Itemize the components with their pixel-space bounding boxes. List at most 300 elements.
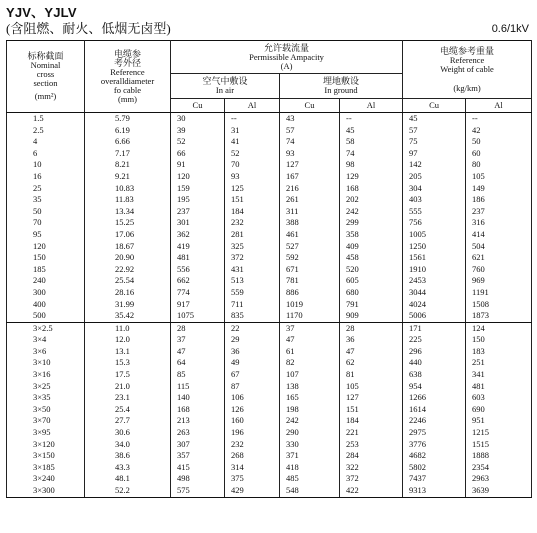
table-cell: 242 bbox=[280, 415, 340, 427]
table-cell: 36 bbox=[340, 334, 403, 346]
table-cell: 1561 bbox=[403, 252, 466, 264]
table-cell: 198 bbox=[280, 404, 340, 416]
table-cell: 93 bbox=[225, 171, 280, 183]
table-cell: 500 bbox=[7, 310, 85, 322]
header-overall-diameter: 电缆参 考外径 Reference overalldiameter fo cable (mm) bbox=[85, 41, 171, 113]
table-cell: 548 bbox=[280, 485, 340, 497]
table-cell: 43 bbox=[280, 113, 340, 125]
table-cell: 909 bbox=[340, 310, 403, 322]
table-cell: 30 bbox=[171, 113, 225, 125]
table-cell: 10.83 bbox=[85, 183, 171, 195]
table-cell: 1005 bbox=[403, 229, 466, 241]
table-cell: 2246 bbox=[403, 415, 466, 427]
table-row bbox=[7, 392, 532, 404]
table-cell: 43.3 bbox=[85, 462, 171, 474]
table-cell: 17.5 bbox=[85, 369, 171, 381]
table-cell: 555 bbox=[403, 206, 466, 218]
table-cell: 47 bbox=[280, 334, 340, 346]
table-cell: 183 bbox=[466, 346, 532, 358]
table-cell: 690 bbox=[466, 404, 532, 416]
table-cell: 322 bbox=[340, 462, 403, 474]
table-cell: 4024 bbox=[403, 299, 466, 311]
table-cell: 11.0 bbox=[85, 322, 171, 334]
table-cell: 316 bbox=[466, 217, 532, 229]
table-cell: 237 bbox=[171, 206, 225, 218]
table-cell: 662 bbox=[171, 275, 225, 287]
table-cell: 301 bbox=[171, 217, 225, 229]
table-cell: 419 bbox=[171, 241, 225, 253]
table-cell: 129 bbox=[340, 171, 403, 183]
header-ampacity: 允许载流量 Permissible Ampacity (A) bbox=[171, 41, 403, 74]
table-cell: 105 bbox=[466, 171, 532, 183]
table-cell: 25.54 bbox=[85, 275, 171, 287]
table-row bbox=[7, 485, 532, 497]
table-cell: 1873 bbox=[466, 310, 532, 322]
table-cell: 28 bbox=[340, 322, 403, 334]
table-cell: 35 bbox=[7, 194, 85, 206]
table-cell: 3×6 bbox=[7, 346, 85, 358]
table-cell: 1191 bbox=[466, 287, 532, 299]
table-cell: 3×50 bbox=[7, 404, 85, 416]
table-cell: 16 bbox=[7, 171, 85, 183]
table-cell: 400 bbox=[7, 299, 85, 311]
table-cell: 414 bbox=[466, 229, 532, 241]
table-cell: 149 bbox=[466, 183, 532, 195]
table-cell: 3×25 bbox=[7, 381, 85, 393]
table-row bbox=[7, 346, 532, 358]
table-cell: 74 bbox=[280, 136, 340, 148]
table-cell: 140 bbox=[171, 392, 225, 404]
table-cell: 39 bbox=[171, 125, 225, 137]
table-cell: 431 bbox=[225, 264, 280, 276]
table-cell: 240 bbox=[7, 275, 85, 287]
table-row bbox=[7, 275, 532, 287]
table-row bbox=[7, 194, 532, 206]
table-cell: 372 bbox=[340, 473, 403, 485]
table-cell: 605 bbox=[340, 275, 403, 287]
table-row bbox=[7, 159, 532, 171]
table-cell: 70 bbox=[7, 217, 85, 229]
table-cell: 415 bbox=[171, 462, 225, 474]
table-cell: 671 bbox=[280, 264, 340, 276]
table-cell: 284 bbox=[340, 450, 403, 462]
table-cell: 159 bbox=[171, 183, 225, 195]
table-row bbox=[7, 334, 532, 346]
table-cell: 1250 bbox=[403, 241, 466, 253]
table-cell: 29 bbox=[225, 334, 280, 346]
table-cell: 41 bbox=[225, 136, 280, 148]
table-cell: 3639 bbox=[466, 485, 532, 497]
table-cell: 954 bbox=[403, 381, 466, 393]
table-cell: 358 bbox=[340, 229, 403, 241]
table-cell: 142 bbox=[403, 159, 466, 171]
table-cell: 481 bbox=[466, 381, 532, 393]
table-row bbox=[7, 415, 532, 427]
table-cell: 81 bbox=[340, 369, 403, 381]
table-cell: 621 bbox=[466, 252, 532, 264]
header-in-ground: 埋地敷设 In ground bbox=[280, 74, 403, 99]
table-cell: 202 bbox=[340, 194, 403, 206]
table-cell: 10 bbox=[7, 159, 85, 171]
table-cell: 556 bbox=[171, 264, 225, 276]
table-cell: 138 bbox=[280, 381, 340, 393]
table-cell: 12.0 bbox=[85, 334, 171, 346]
table-cell: 314 bbox=[225, 462, 280, 474]
table-cell: 64 bbox=[171, 357, 225, 369]
table-cell: 27.7 bbox=[85, 415, 171, 427]
table-cell: 680 bbox=[340, 287, 403, 299]
table-row bbox=[7, 427, 532, 439]
table-cell: 127 bbox=[280, 159, 340, 171]
table-row bbox=[7, 148, 532, 160]
table-cell: 75 bbox=[403, 136, 466, 148]
table-cell: 57 bbox=[280, 125, 340, 137]
table-cell: 45 bbox=[403, 113, 466, 125]
table-cell: 261 bbox=[280, 194, 340, 206]
table-cell: 886 bbox=[280, 287, 340, 299]
table-cell: 171 bbox=[403, 322, 466, 334]
table-cell: 11.83 bbox=[85, 194, 171, 206]
table-cell: 115 bbox=[171, 381, 225, 393]
table-cell: 603 bbox=[466, 392, 532, 404]
table-cell: 6 bbox=[7, 148, 85, 160]
table-cell: 311 bbox=[280, 206, 340, 218]
table-cell: 5802 bbox=[403, 462, 466, 474]
table-cell: 527 bbox=[280, 241, 340, 253]
table-cell: 5006 bbox=[403, 310, 466, 322]
table-cell: 403 bbox=[403, 194, 466, 206]
table-cell: 37 bbox=[171, 334, 225, 346]
table-cell: 2975 bbox=[403, 427, 466, 439]
table-cell: 30.6 bbox=[85, 427, 171, 439]
table-cell: 253 bbox=[340, 439, 403, 451]
table-cell: 592 bbox=[280, 252, 340, 264]
table-cell: 1.5 bbox=[7, 113, 85, 125]
table-cell: 1614 bbox=[403, 404, 466, 416]
table-cell: 638 bbox=[403, 369, 466, 381]
table-cell: 1888 bbox=[466, 450, 532, 462]
table-row bbox=[7, 229, 532, 241]
table-row bbox=[7, 113, 532, 125]
table-row bbox=[7, 404, 532, 416]
table-cell: 3×4 bbox=[7, 334, 85, 346]
table-cell: 82 bbox=[280, 357, 340, 369]
table-cell: 1170 bbox=[280, 310, 340, 322]
table-cell: 98 bbox=[340, 159, 403, 171]
table-cell: 49 bbox=[225, 357, 280, 369]
table-cell: 3×120 bbox=[7, 439, 85, 451]
table-cell: 290 bbox=[280, 427, 340, 439]
table-row bbox=[7, 264, 532, 276]
table-cell: 221 bbox=[340, 427, 403, 439]
table-cell: 330 bbox=[280, 439, 340, 451]
table-cell: 93 bbox=[280, 148, 340, 160]
table-cell: 97 bbox=[403, 148, 466, 160]
table-cell: 1508 bbox=[466, 299, 532, 311]
table-cell: 17.06 bbox=[85, 229, 171, 241]
table-cell: 15.3 bbox=[85, 357, 171, 369]
table-cell: 520 bbox=[340, 264, 403, 276]
table-cell: 711 bbox=[225, 299, 280, 311]
table-cell: 70 bbox=[225, 159, 280, 171]
table-cell: 251 bbox=[466, 357, 532, 369]
table-row bbox=[7, 183, 532, 195]
table-cell: 835 bbox=[225, 310, 280, 322]
table-cell: 3×10 bbox=[7, 357, 85, 369]
table-cell: 375 bbox=[225, 473, 280, 485]
table-cell: 388 bbox=[280, 217, 340, 229]
table-cell: 58 bbox=[340, 136, 403, 148]
header-ground-al: Al bbox=[340, 99, 403, 113]
table-cell: 35.42 bbox=[85, 310, 171, 322]
table-cell: 3×16 bbox=[7, 369, 85, 381]
table-cell: 168 bbox=[340, 183, 403, 195]
table-row bbox=[7, 439, 532, 451]
table-cell: 3×240 bbox=[7, 473, 85, 485]
table-cell: 80 bbox=[466, 159, 532, 171]
table-row bbox=[7, 217, 532, 229]
table-cell: 52.2 bbox=[85, 485, 171, 497]
table-cell: 50 bbox=[466, 136, 532, 148]
table-cell: 66 bbox=[171, 148, 225, 160]
table-cell: 362 bbox=[171, 229, 225, 241]
cable-spec-table bbox=[6, 40, 532, 498]
table-cell: -- bbox=[340, 113, 403, 125]
table-row bbox=[7, 171, 532, 183]
header-weight-al: Al bbox=[466, 99, 532, 113]
table-cell: 951 bbox=[466, 415, 532, 427]
table-cell: 196 bbox=[225, 427, 280, 439]
table-cell: 52 bbox=[171, 136, 225, 148]
table-cell: 18.67 bbox=[85, 241, 171, 253]
table-cell: 124 bbox=[466, 322, 532, 334]
table-row bbox=[7, 473, 532, 485]
table-cell: 281 bbox=[225, 229, 280, 241]
table-cell: 237 bbox=[466, 206, 532, 218]
table-cell: 126 bbox=[225, 404, 280, 416]
table-cell: 31.99 bbox=[85, 299, 171, 311]
table-cell: 47 bbox=[340, 346, 403, 358]
table-row bbox=[7, 252, 532, 264]
table-cell: 160 bbox=[225, 415, 280, 427]
table-row bbox=[7, 462, 532, 474]
table-cell: 268 bbox=[225, 450, 280, 462]
table-cell: 232 bbox=[225, 439, 280, 451]
table-cell: 184 bbox=[225, 206, 280, 218]
table-cell: 791 bbox=[340, 299, 403, 311]
table-cell: 31 bbox=[225, 125, 280, 137]
page-title: YJV、YJLV bbox=[6, 5, 77, 20]
table-cell: 296 bbox=[403, 346, 466, 358]
table-cell: 325 bbox=[225, 241, 280, 253]
table-cell: 917 bbox=[171, 299, 225, 311]
table-cell: 3776 bbox=[403, 439, 466, 451]
table-cell: 37 bbox=[280, 322, 340, 334]
table-cell: 418 bbox=[280, 462, 340, 474]
table-cell: 213 bbox=[171, 415, 225, 427]
table-cell: 4682 bbox=[403, 450, 466, 462]
table-cell: 299 bbox=[340, 217, 403, 229]
table-cell: 422 bbox=[340, 485, 403, 497]
table-cell: 67 bbox=[225, 369, 280, 381]
table-cell: 150 bbox=[466, 334, 532, 346]
table-cell: 28.16 bbox=[85, 287, 171, 299]
table-cell: 307 bbox=[171, 439, 225, 451]
table-cell: 498 bbox=[171, 473, 225, 485]
table-cell: 74 bbox=[340, 148, 403, 160]
table-cell: 371 bbox=[280, 450, 340, 462]
table-cell: 13.1 bbox=[85, 346, 171, 358]
table-row bbox=[7, 125, 532, 137]
header-nominal-section: 标称截面 Nominal cross section (mm²) bbox=[7, 41, 85, 113]
table-cell: 25 bbox=[7, 183, 85, 195]
table-cell: 3×185 bbox=[7, 462, 85, 474]
table-cell: 15.25 bbox=[85, 217, 171, 229]
table-cell: 2.5 bbox=[7, 125, 85, 137]
table-cell: 9313 bbox=[403, 485, 466, 497]
table-cell: 756 bbox=[403, 217, 466, 229]
page-subtitle: (含阻燃、耐火、低烟无卤型) bbox=[6, 21, 171, 36]
table-cell: 168 bbox=[171, 404, 225, 416]
table-cell: 1075 bbox=[171, 310, 225, 322]
table-cell: 150 bbox=[7, 252, 85, 264]
table-cell: 23.1 bbox=[85, 392, 171, 404]
table-cell: -- bbox=[225, 113, 280, 125]
table-cell: 34.0 bbox=[85, 439, 171, 451]
voltage-rating: 0.6/1kV bbox=[491, 23, 529, 35]
table-cell: 440 bbox=[403, 357, 466, 369]
table-cell: 47 bbox=[171, 346, 225, 358]
header-weight: 电缆参考重量 Reference Weight of cable (kg/km) bbox=[403, 41, 532, 99]
table-cell: 8.21 bbox=[85, 159, 171, 171]
table-header bbox=[7, 41, 532, 113]
table-cell: 4 bbox=[7, 136, 85, 148]
table-cell: 2354 bbox=[466, 462, 532, 474]
table-cell: 61 bbox=[280, 346, 340, 358]
table-cell: 3×70 bbox=[7, 415, 85, 427]
table-cell: 969 bbox=[466, 275, 532, 287]
table-cell: 165 bbox=[280, 392, 340, 404]
table-row bbox=[7, 322, 532, 334]
table-cell: 461 bbox=[280, 229, 340, 241]
table-cell: 513 bbox=[225, 275, 280, 287]
table-cell: 1019 bbox=[280, 299, 340, 311]
table-cell: 50 bbox=[7, 206, 85, 218]
table-cell: 60 bbox=[466, 148, 532, 160]
header-in-air: 空气中敷设 In air bbox=[171, 74, 280, 99]
header-air-al: Al bbox=[225, 99, 280, 113]
table-cell: 1215 bbox=[466, 427, 532, 439]
table-cell: 6.66 bbox=[85, 136, 171, 148]
table-cell: 242 bbox=[340, 206, 403, 218]
table-cell: 409 bbox=[340, 241, 403, 253]
table-cell: 504 bbox=[466, 241, 532, 253]
table-cell: 106 bbox=[225, 392, 280, 404]
table-cell: 107 bbox=[280, 369, 340, 381]
table-cell: 7437 bbox=[403, 473, 466, 485]
table-cell: 559 bbox=[225, 287, 280, 299]
table-cell: 120 bbox=[7, 241, 85, 253]
table-cell: 2453 bbox=[403, 275, 466, 287]
table-row bbox=[7, 299, 532, 311]
header-weight-cu: Cu bbox=[403, 99, 466, 113]
table-cell: 1266 bbox=[403, 392, 466, 404]
table-cell: 25.4 bbox=[85, 404, 171, 416]
table-cell: 95 bbox=[7, 229, 85, 241]
table-cell: 186 bbox=[466, 194, 532, 206]
table-cell: 22.92 bbox=[85, 264, 171, 276]
table-cell: 184 bbox=[340, 415, 403, 427]
table-row bbox=[7, 136, 532, 148]
table-row bbox=[7, 241, 532, 253]
table-cell: 45 bbox=[340, 125, 403, 137]
table-row bbox=[7, 206, 532, 218]
table-row bbox=[7, 310, 532, 322]
table-cell: 22 bbox=[225, 322, 280, 334]
table-cell: 13.34 bbox=[85, 206, 171, 218]
table-cell: 21.0 bbox=[85, 381, 171, 393]
table-cell: 9.21 bbox=[85, 171, 171, 183]
table-cell: 36 bbox=[225, 346, 280, 358]
table-cell: 105 bbox=[340, 381, 403, 393]
table-cell: 6.19 bbox=[85, 125, 171, 137]
table-cell: 357 bbox=[171, 450, 225, 462]
table-cell: 1515 bbox=[466, 439, 532, 451]
table-cell: 3×300 bbox=[7, 485, 85, 497]
table-cell: 575 bbox=[171, 485, 225, 497]
table-row bbox=[7, 450, 532, 462]
table-cell: 3×95 bbox=[7, 427, 85, 439]
table-cell: 774 bbox=[171, 287, 225, 299]
table-cell: 91 bbox=[171, 159, 225, 171]
table-cell: 225 bbox=[403, 334, 466, 346]
table-cell: 481 bbox=[171, 252, 225, 264]
table-cell: 429 bbox=[225, 485, 280, 497]
table-cell: 125 bbox=[225, 183, 280, 195]
table-cell: 167 bbox=[280, 171, 340, 183]
table-cell: 52 bbox=[225, 148, 280, 160]
table-cell: 127 bbox=[340, 392, 403, 404]
table-cell: 85 bbox=[171, 369, 225, 381]
table-cell: 87 bbox=[225, 381, 280, 393]
table-cell: 760 bbox=[466, 264, 532, 276]
table-cell: 7.17 bbox=[85, 148, 171, 160]
table-cell: 120 bbox=[171, 171, 225, 183]
table-cell: 28 bbox=[171, 322, 225, 334]
table-row bbox=[7, 287, 532, 299]
table-cell: 485 bbox=[280, 473, 340, 485]
table-cell: 216 bbox=[280, 183, 340, 195]
table-cell: 3×150 bbox=[7, 450, 85, 462]
table-cell: 300 bbox=[7, 287, 85, 299]
table-cell: 62 bbox=[340, 357, 403, 369]
table-cell: 195 bbox=[171, 194, 225, 206]
table-cell: 57 bbox=[403, 125, 466, 137]
table-cell: 42 bbox=[466, 125, 532, 137]
table-cell: 3×2.5 bbox=[7, 322, 85, 334]
table-cell: 781 bbox=[280, 275, 340, 287]
table-cell: 48.1 bbox=[85, 473, 171, 485]
table-cell: 372 bbox=[225, 252, 280, 264]
table-cell: 3044 bbox=[403, 287, 466, 299]
table-cell: -- bbox=[466, 113, 532, 125]
header-air-cu: Cu bbox=[171, 99, 225, 113]
table-cell: 20.90 bbox=[85, 252, 171, 264]
table-row bbox=[7, 369, 532, 381]
single-core-rows bbox=[7, 113, 532, 323]
table-cell: 38.6 bbox=[85, 450, 171, 462]
table-cell: 2963 bbox=[466, 473, 532, 485]
